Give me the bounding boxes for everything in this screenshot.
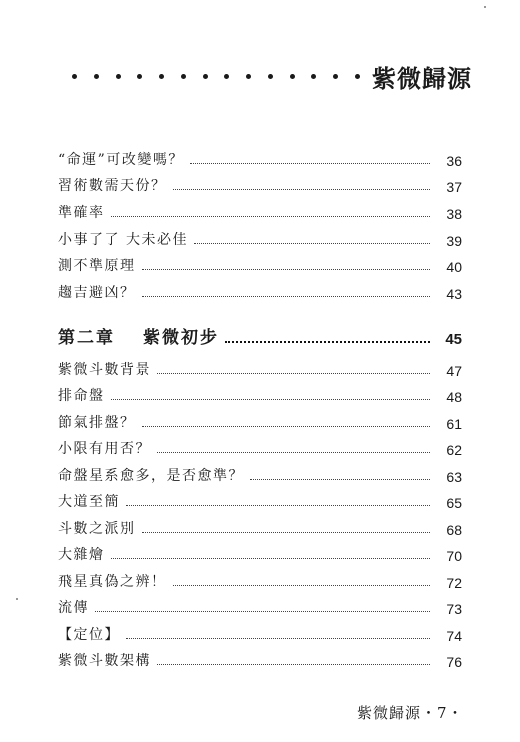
dot	[246, 74, 251, 79]
dot-leader	[111, 216, 431, 217]
dot	[137, 74, 142, 79]
dot-leader	[142, 426, 431, 427]
toc-entry[interactable]	[58, 249, 462, 276]
dot	[311, 74, 316, 79]
toc-entry-page: 36	[446, 152, 462, 169]
toc-entry-page: 40	[446, 259, 462, 276]
toc-entry-title: 習術數需天份？	[58, 178, 167, 195]
chapter-heading[interactable]	[58, 318, 462, 348]
toc-entry[interactable]	[58, 591, 462, 618]
toc-entry[interactable]	[58, 379, 462, 406]
toc-entry-page: 70	[446, 548, 462, 564]
toc-section-a	[58, 142, 462, 302]
toc-entry-page: 63	[446, 468, 462, 485]
toc-entry-page: 65	[446, 495, 462, 511]
toc-entry[interactable]	[58, 275, 462, 302]
toc-entry[interactable]	[58, 352, 462, 379]
dot	[72, 74, 77, 79]
dot-leader	[142, 532, 431, 533]
dot-leader	[225, 341, 430, 343]
dot-leader	[111, 558, 431, 559]
dot	[203, 74, 208, 79]
toc-entry-title: 小限有用否？	[58, 441, 151, 457]
dot-leader	[142, 296, 431, 297]
dot-leader	[142, 269, 431, 270]
toc-entry[interactable]	[58, 405, 462, 432]
toc-entry[interactable]	[58, 222, 462, 249]
toc-entry[interactable]	[58, 142, 462, 169]
toc-entry[interactable]	[58, 432, 462, 459]
toc-entry[interactable]	[58, 644, 462, 671]
header-dot-leader	[72, 74, 372, 79]
toc-entry-title: 大道至簡	[58, 494, 120, 510]
scan-speck	[16, 598, 18, 600]
toc-entry-page: 72	[446, 574, 462, 591]
dot	[268, 74, 273, 79]
dot-leader	[250, 479, 430, 480]
dot-leader	[126, 505, 430, 506]
toc-entry-title: 準確率	[58, 205, 105, 222]
dot-leader	[157, 373, 430, 374]
chapter-number: 第二章	[58, 328, 115, 348]
toc-entry-title: 紫微斗數架構	[58, 653, 151, 669]
toc-entry[interactable]	[58, 458, 462, 485]
dot	[116, 74, 121, 79]
dot	[224, 74, 229, 79]
toc-entry-title: 趨吉避凶？	[58, 285, 136, 302]
dot	[181, 74, 186, 79]
toc-entry-page: 37	[446, 179, 462, 196]
toc-entry[interactable]	[58, 538, 462, 565]
toc-entry-page: 43	[446, 286, 462, 303]
toc-entry-page: 68	[446, 521, 462, 538]
dot	[290, 74, 295, 79]
running-header	[72, 58, 472, 94]
dot-leader	[95, 611, 430, 612]
toc-entry-page: 48	[446, 389, 462, 405]
book-title: 紫微歸源	[372, 63, 472, 93]
dot	[355, 74, 360, 79]
toc-entry[interactable]	[58, 564, 462, 591]
dot-leader	[157, 452, 430, 453]
dot	[159, 74, 164, 79]
toc-entry-title: 節氣排盤？	[58, 414, 136, 431]
scan-speck	[484, 6, 486, 8]
toc-entry-title: 流傳	[58, 600, 89, 616]
toc-entry[interactable]	[58, 169, 462, 196]
toc-entry-page: 38	[446, 206, 462, 223]
dot	[94, 74, 99, 79]
toc-entry-page: 73	[446, 601, 462, 617]
toc-entry-title: 【定位】	[58, 626, 120, 643]
toc-entry-page: 76	[446, 654, 462, 670]
toc-entry-title: “命運”可改變嗎？	[58, 151, 184, 168]
toc-entry-title: 斗數之派別	[58, 520, 136, 537]
toc-entry-title: 大雜燴	[58, 547, 105, 563]
toc-entry-title: 小事了了 大未必佳	[58, 231, 188, 248]
dot-leader	[111, 399, 431, 400]
toc-entry-page: 47	[446, 362, 462, 379]
toc-entry-page: 62	[446, 442, 462, 458]
dot-leader	[173, 189, 431, 190]
dot-leader	[126, 638, 430, 639]
toc-entry[interactable]	[58, 617, 462, 644]
toc-entry-title: 飛星真偽之辨！	[58, 573, 167, 590]
toc-entry[interactable]	[58, 195, 462, 222]
dot-leader	[190, 163, 430, 164]
chapter-title: 紫微初步	[143, 328, 219, 348]
chapter-page: 45	[445, 331, 462, 348]
toc-entry[interactable]	[58, 511, 462, 538]
page-footer: 紫微歸源・7・	[357, 704, 464, 722]
toc-entry[interactable]	[58, 485, 462, 512]
dot	[333, 74, 338, 79]
toc-entry-page: 61	[446, 415, 462, 432]
dot-leader	[194, 243, 430, 244]
toc-entry-title: 測不準原理	[58, 258, 136, 275]
dot-leader	[157, 664, 430, 665]
toc-entry-title: 紫微斗數背景	[58, 361, 151, 378]
dot-leader	[173, 585, 431, 586]
toc-entry-title: 排命盤	[58, 388, 105, 404]
toc-entry-page: 74	[446, 627, 462, 644]
toc-section-b	[58, 318, 462, 670]
toc-entry-page: 39	[446, 232, 462, 249]
toc-entry-title: 命盤星系愈多，是否愈準？	[58, 467, 244, 484]
